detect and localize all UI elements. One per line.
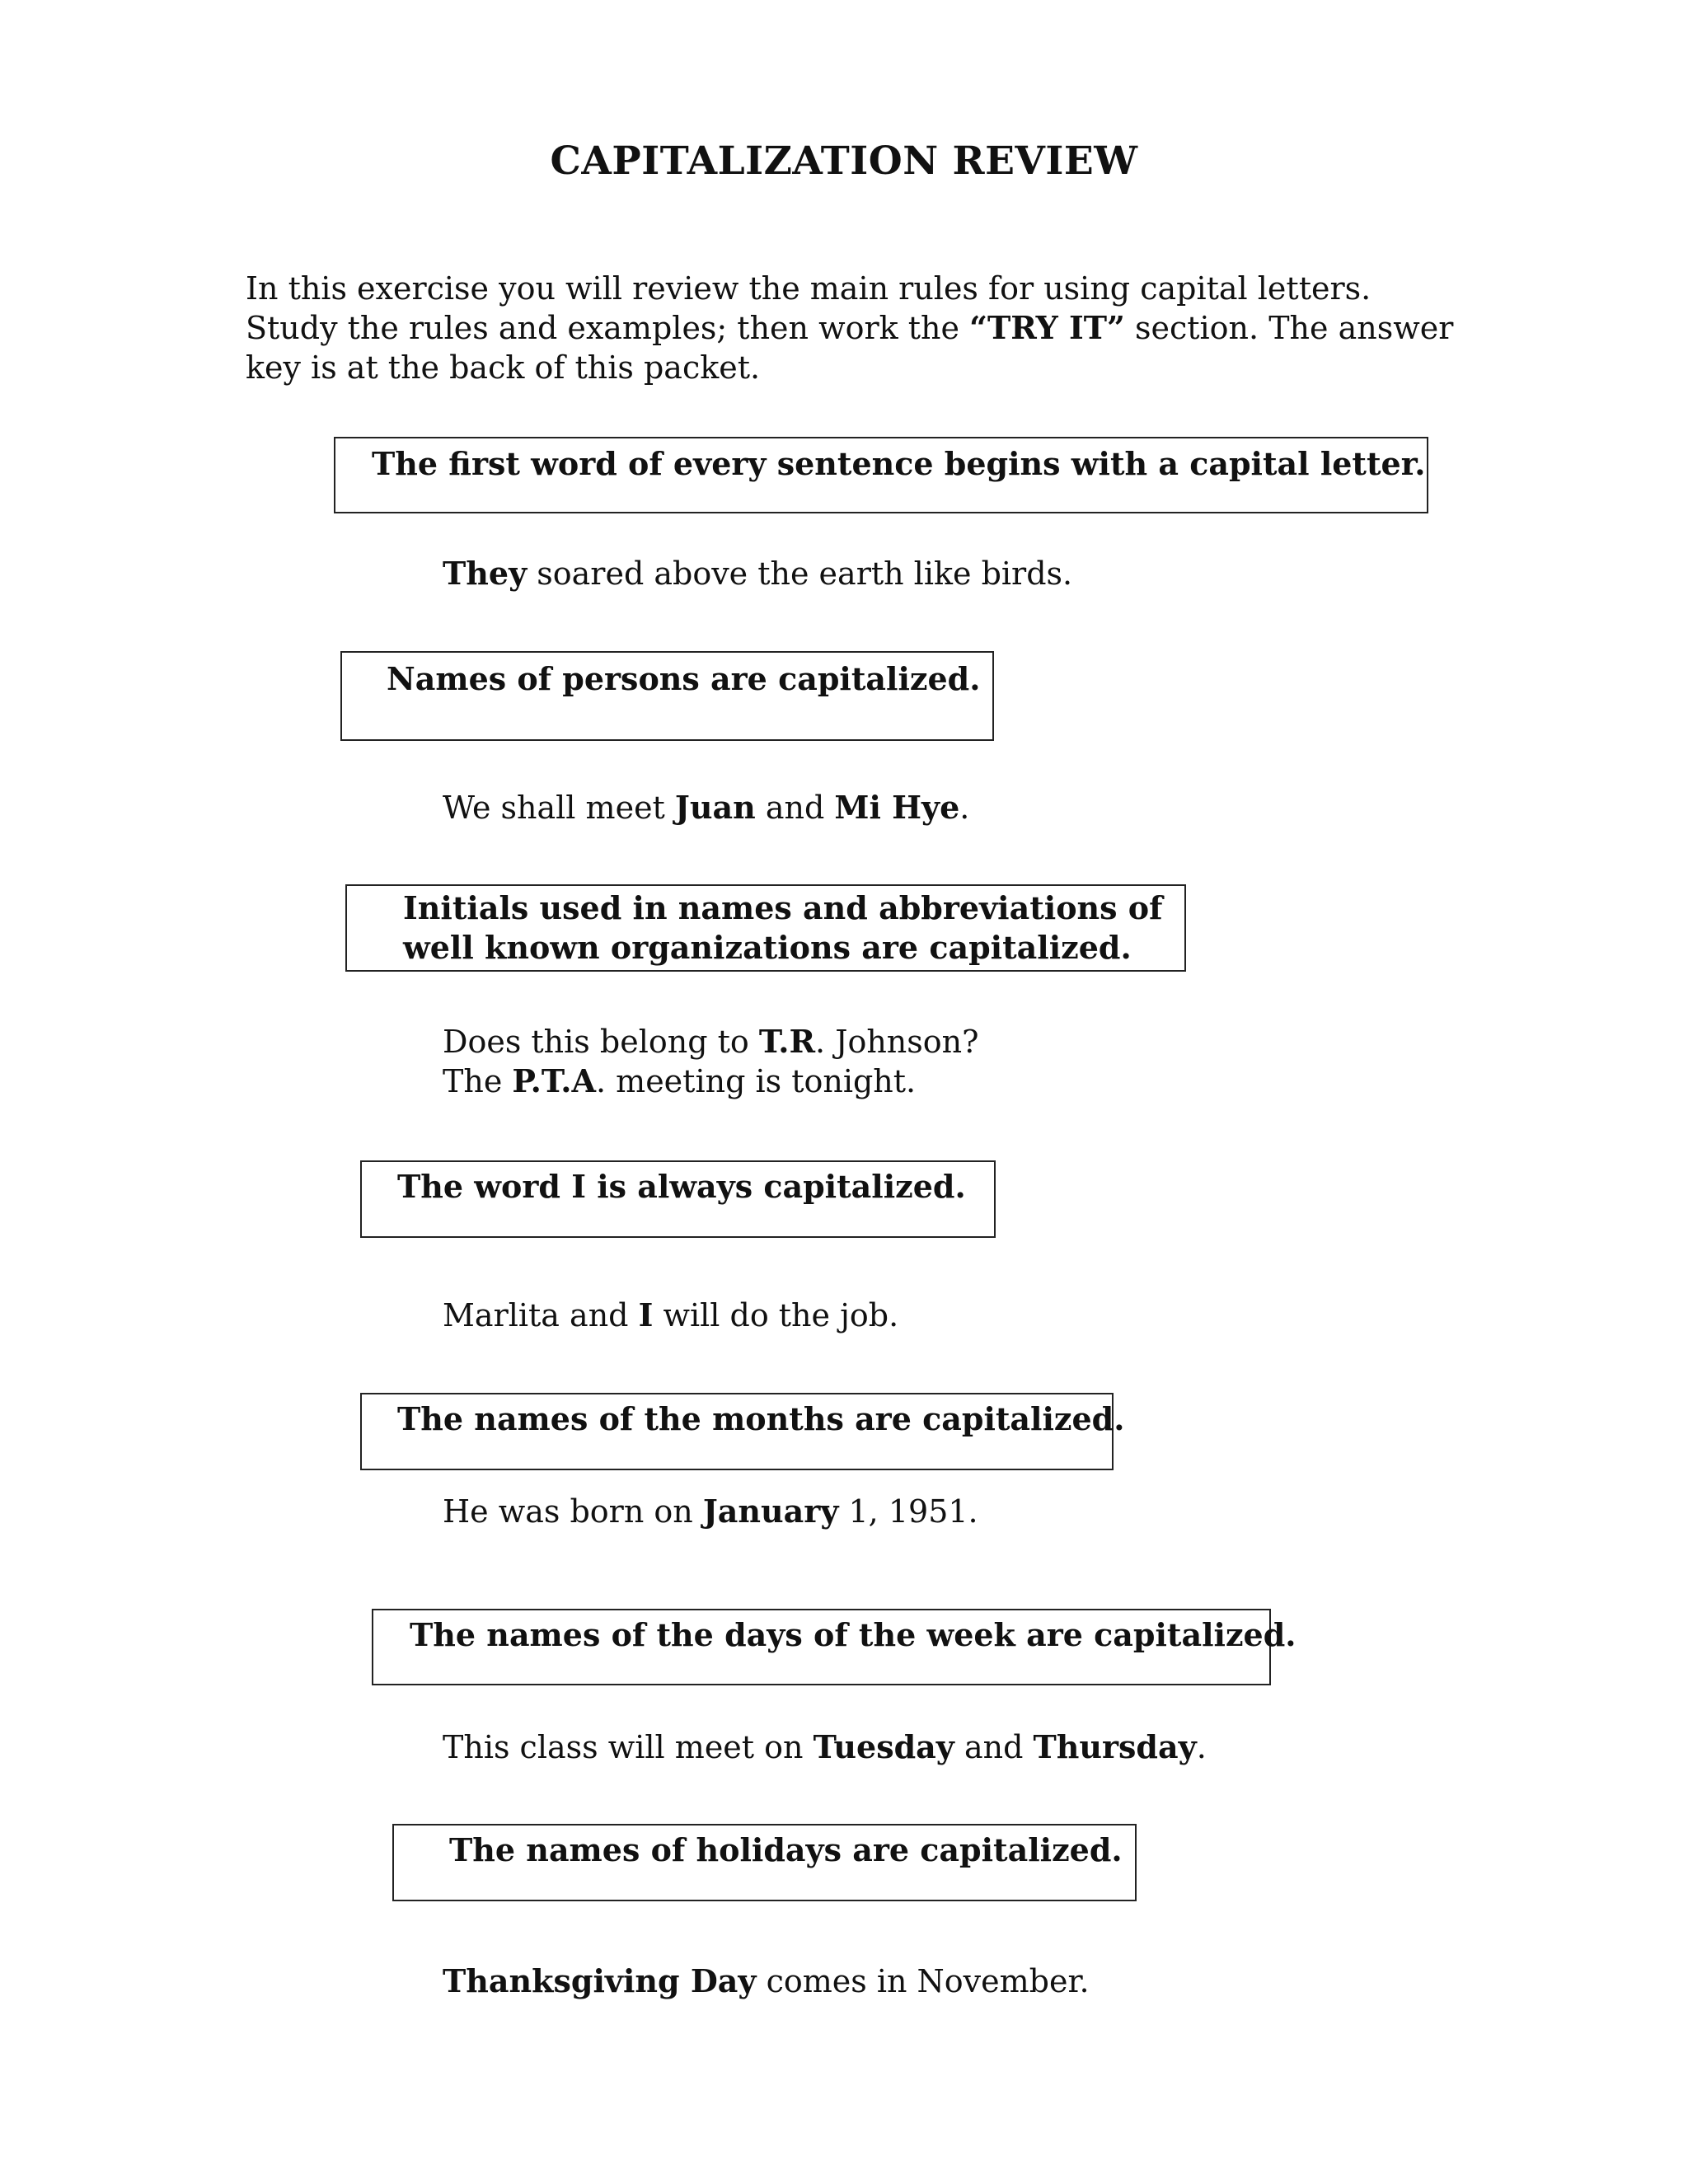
example-text: . meeting is tonight.: [596, 1063, 917, 1099]
example-months: [443, 1492, 978, 1531]
example-text: He was born on: [443, 1493, 703, 1530]
intro-line-1: In this exercise you will review the main rules for using capital letters.: [246, 270, 1372, 307]
example-text: Marlita and: [443, 1297, 639, 1333]
rule-text: The names of the months are capitalized.: [397, 1400, 1125, 1437]
example-first-word: [443, 554, 1072, 593]
example-bold: They: [443, 555, 528, 592]
example-days: [443, 1727, 1207, 1767]
example-text: This class will meet on: [443, 1729, 814, 1765]
example-bold: Thanksgiving Day: [443, 1962, 757, 1999]
intro-line-2-end: section. The answer: [1124, 310, 1454, 346]
example-bold: Juan: [674, 789, 756, 826]
example-text: 1, 1951.: [838, 1493, 978, 1530]
intro-line-2: [246, 308, 1498, 348]
example-bold: Mi Hye: [834, 789, 960, 826]
example-text: will do the job.: [653, 1297, 899, 1333]
example-text: .: [1196, 1729, 1207, 1765]
example-bold: January: [702, 1493, 839, 1530]
try-it-label: “TRY IT”: [969, 309, 1125, 346]
example-text: comes in November.: [756, 1963, 1090, 1999]
example-word-i: [443, 1296, 898, 1335]
rule-text: Names of persons are capitalized.: [387, 660, 981, 697]
example-text: and: [755, 790, 835, 826]
rule-text: The names of holidays are capitalized.: [449, 1831, 1123, 1868]
example-text: Does this belong to: [443, 1024, 759, 1060]
example-text: We shall meet: [443, 790, 675, 826]
example-bold: Tuesday: [813, 1728, 954, 1765]
example-text: and: [954, 1729, 1034, 1765]
rule-text-line-1: Initials used in names and abbreviations of: [403, 889, 1163, 926]
rule-box-days: [372, 1609, 1296, 1685]
rule-box-holidays: [392, 1824, 1137, 1901]
example-text: . Johnson?: [815, 1024, 979, 1060]
rule-box-first-word: [334, 437, 1428, 513]
intro-line-3: key is at the back of this packet.: [246, 349, 761, 386]
rule-text: The first word of every sentence begins with a capital letter.: [372, 445, 1426, 482]
rule-text-line-2: well known organizations are capitalized.: [403, 929, 1132, 966]
example-text: .: [959, 790, 970, 826]
example-persons: [443, 788, 969, 827]
example-text: soared above the earth like birds.: [527, 555, 1073, 592]
example-bold: I: [638, 1296, 654, 1333]
rule-box-months: [360, 1393, 1125, 1470]
example-holidays: [443, 1961, 1090, 2001]
page-title: CAPITALIZATION REVIEW: [550, 138, 1138, 184]
example-bold: Thursday: [1033, 1728, 1197, 1765]
rule-box-persons: [340, 651, 994, 741]
example-initials: [443, 1022, 979, 1101]
intro-line-2-start: Study the rules and examples; then work the: [246, 310, 970, 346]
rule-text: The names of the days of the week are capitalized.: [410, 1616, 1296, 1653]
example-text: The: [443, 1063, 513, 1099]
example-bold: T.R: [758, 1023, 816, 1060]
example-bold: P.T.A: [512, 1062, 596, 1099]
rule-text: The word I is always capitalized.: [397, 1168, 966, 1205]
rule-box-initials: [345, 884, 1186, 972]
rule-box-word-i: [360, 1160, 996, 1238]
intro-paragraph: [246, 269, 1498, 387]
